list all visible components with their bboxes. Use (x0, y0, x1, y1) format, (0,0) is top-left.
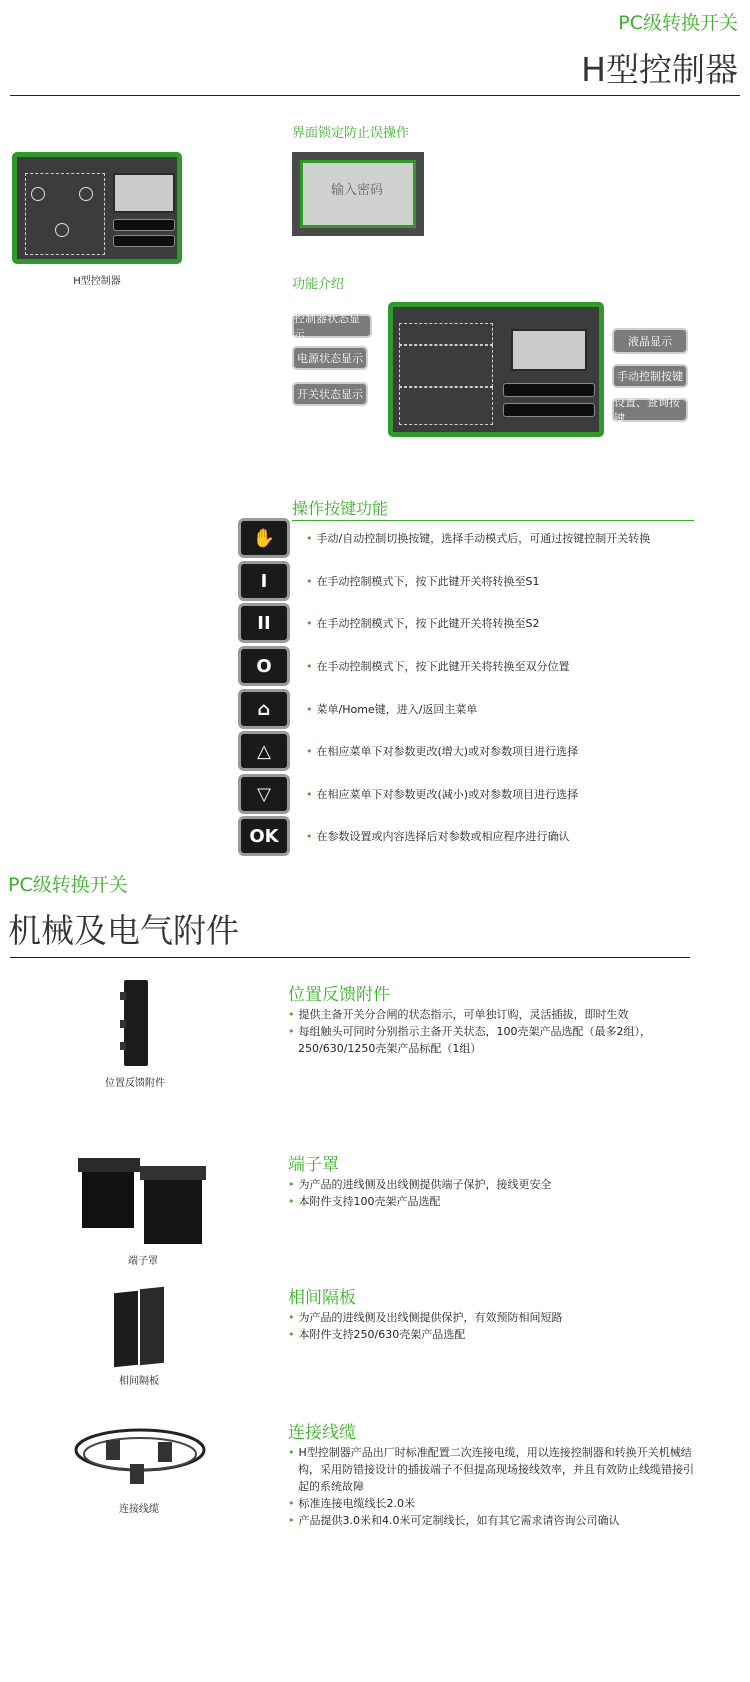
accessory-caption: 相间隔板 (119, 1376, 159, 1387)
callout-power-status: 电源状态显示 (292, 346, 368, 370)
settings-button-row (503, 403, 595, 417)
source-indicator-icon (79, 187, 93, 201)
key-description: 在相应菜单下对参数更改(减小)或对参数项目进行选择 (316, 788, 579, 801)
callout-controller-status: 控制器状态显示 (292, 314, 372, 338)
accessory-caption: 连接线缆 (119, 1504, 159, 1515)
source-indicator-icon (31, 187, 45, 201)
accessory-caption: 端子罩 (128, 1256, 158, 1267)
device-button-row (113, 235, 175, 247)
device-caption: H型控制器 (73, 276, 121, 287)
key-description: 在手动控制模式下，按下此键开关将转换至双分位置 (316, 660, 570, 673)
key-row: △ • 在相应菜单下对参数更改(增大)或对参数项目进行选择 (238, 731, 698, 771)
key-row: OK • 在参数设置或内容选择后对参数或相应程序进行确认 (238, 816, 698, 856)
lock-heading: 界面锁定防止误操作 (292, 126, 410, 141)
keys-heading: 操作按键功能 (292, 499, 389, 518)
key-row: O • 在手动控制模式下，按下此键开关将转换至双分位置 (238, 646, 698, 686)
position-feedback-image (124, 980, 148, 1066)
accessory-title: 连接线缆 (288, 1423, 356, 1443)
ok-icon: OK (238, 816, 290, 856)
device-button-row (113, 219, 175, 231)
section-title: 机械及电气附件 (8, 911, 239, 950)
key-row: ▽ • 在相应菜单下对参数更改(减小)或对参数项目进行选择 (238, 774, 698, 814)
accessory-title: 位置反馈附件 (288, 985, 390, 1005)
callout-switch-status: 开关状态显示 (292, 382, 368, 406)
key-description: 在相应菜单下对参数更改(增大)或对参数项目进行选择 (316, 745, 579, 758)
divider (10, 957, 690, 958)
terminal-cover-image (78, 1158, 208, 1248)
functions-heading: 功能介绍 (292, 277, 345, 292)
switch-s1-icon: I (238, 561, 290, 601)
key-row: ✋ • 手动/自动控制切换按键，选择手动模式后，可通过按键控制开关转换 (238, 518, 698, 558)
accessory-caption: 位置反馈附件 (105, 1078, 165, 1089)
accessory-bullets: • 为产品的进线侧及出线侧提供保护，有效预防相间短路 • 本附件支持250/630壳架产品选配 (288, 1311, 563, 1341)
load-indicator-icon (55, 223, 69, 237)
section-kicker: PC级转换开关 (8, 874, 128, 896)
h-controller-image (12, 152, 182, 264)
callout-lcd-display: 液晶显示 (612, 328, 688, 354)
lock-lcd (300, 160, 416, 228)
accessory-bullets: • 提供主备开关分合闸的状态指示，可单独订购，灵活插拔，即时生效 • 每组触头可同时分别指示主备开关状态，100壳架产品选配（最多2组）， 250/630/1250壳架产品标配（1组） (288, 1008, 651, 1055)
down-arrow-icon: ▽ (238, 774, 290, 814)
home-icon: ⌂ (238, 689, 290, 729)
connection-cable-image (70, 1418, 210, 1494)
lcd-screen (113, 173, 175, 213)
lock-screen-frame (292, 152, 424, 236)
accessory-title: 相间隔板 (288, 1288, 356, 1308)
accessory-title: 端子罩 (288, 1155, 339, 1175)
key-description: 手动/自动控制切换按键，选择手动模式后，可通过按键控制开关转换 (316, 532, 651, 545)
callout-settings-button: 设置、查询按键 (612, 398, 688, 422)
key-row: II • 在手动控制模式下，按下此键开关将转换至S2 (238, 603, 698, 643)
key-description: 在手动控制模式下，按下此键开关将转换至S1 (316, 575, 540, 588)
key-row: I • 在手动控制模式下，按下此键开关将转换至S1 (238, 561, 698, 601)
switch-off-icon: O (238, 646, 290, 686)
function-diagram-device (388, 302, 604, 437)
key-row: ⌂ • 菜单/Home键，进入/返回主菜单 (238, 689, 698, 729)
switch-s2-icon: II (238, 603, 290, 643)
key-description: 在参数设置或内容选择后对参数或相应程序进行确认 (316, 830, 570, 843)
manual-button-row (503, 383, 595, 397)
key-description: 在手动控制模式下，按下此键开关将转换至S2 (316, 617, 540, 630)
accessory-bullets: • H型控制器产品出厂时标准配置二次连接电缆，用以连接控制器和转换开关机械结 构，采用防错接设计的插拔端子不但提高现场接线效率，并且有效防止线缆错接引 起的系统故障 • 标准连接电缆线长2.0米 • 产品提供3.0米和4.0米可定制线长，如有其它需求请咨询公司确认 (288, 1446, 694, 1527)
phase-barrier-image (114, 1288, 166, 1370)
callout-manual-button: 手动控制按键 (612, 364, 688, 388)
password-prompt: 输入密码 (331, 183, 384, 198)
page-title: H型控制器 (581, 50, 738, 89)
up-arrow-icon: △ (238, 731, 290, 771)
lcd-screen (511, 329, 587, 371)
divider (10, 95, 740, 96)
section-kicker: PC级转换开关 (618, 12, 738, 34)
accessory-bullets: • 为产品的进线侧及出线侧提供端子保护，接线更安全 • 本附件支持100壳架产品选配 (288, 1178, 552, 1208)
hand-icon: ✋ (238, 518, 290, 558)
key-description: 菜单/Home键，进入/返回主菜单 (316, 703, 478, 716)
